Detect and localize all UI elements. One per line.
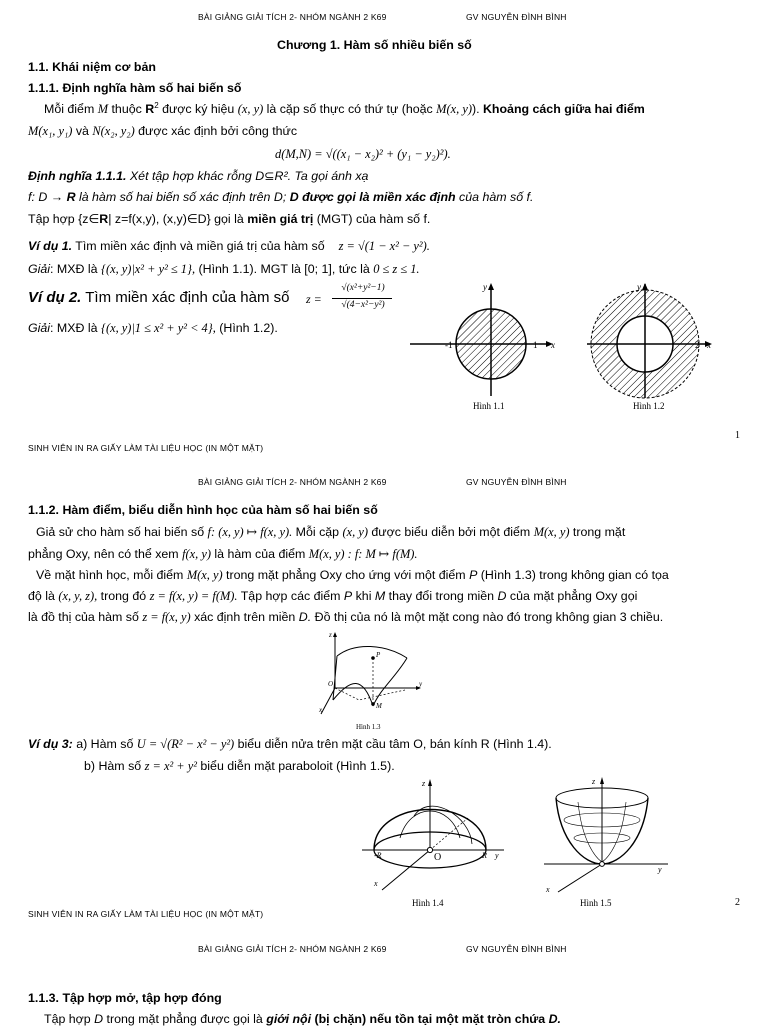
paragraph-line: là đồ thị của hàm số z = f(x, y) xác định trên miền D. Đồ thị của nó là một mặt cong nào đó trong không gian 3 chiều. (28, 610, 664, 624)
axis-label-z: z (329, 631, 332, 639)
axis-label-y: y (637, 282, 641, 292)
figure-1-3 (315, 628, 435, 733)
fraction-lhs: z = (306, 292, 322, 306)
axis-label-y: y (495, 851, 499, 860)
subsection-heading: 1.1.3. Tập hợp mở, tập hợp đóng (28, 991, 222, 1005)
page-header-right: GV NGUYỄN ĐÌNH BÌNH (466, 477, 567, 487)
axis-label-z: z (422, 779, 426, 788)
paragraph-line: Giả sử cho hàm số hai biến số f: (x, y) ↦ f(x, y). Mỗi cặp (x, y) được biểu diễn bởi một điểm M(x, y) trong mặt (36, 525, 626, 539)
origin-label: O (328, 680, 334, 688)
origin-label: O (434, 852, 442, 863)
tick-label: 1 (533, 340, 538, 350)
chapter-title: Chương 1. Hàm số nhiều biến số (277, 38, 472, 52)
paragraph-line: phẳng Oxy, nên có thể xem f(x, y) là hàm của điểm M(x, y) : f: M ↦ f(M). (28, 547, 418, 561)
page-number: 1 (735, 430, 740, 441)
subsection-heading: 1.1.1. Định nghĩa hàm số hai biến số (28, 81, 242, 95)
paragraph-line: độ là (x, y, z), trong đó z = f(x, y) = f(M). Tập hợp các điểm P khi M thay đổi trong miền D của mặt phẳng Oxy gọi (28, 589, 638, 603)
paragraph-line: Tập hợp {z∈R| z=f(x,y), (x,y)∈D} gọi là miền giá trị (MGT) của hàm số f. (28, 212, 431, 226)
axis-label-y: y (419, 680, 423, 688)
distance-formula: d(M,N) = √((x₁ − x₂)² + (y₁ − y₂)²). (275, 147, 451, 161)
axis-label-x: x (374, 879, 378, 888)
page-header-right: GV NGUYỄN ĐÌNH BÌNH (466, 12, 567, 22)
page-header-right: GV NGUYỄN ĐÌNH BÌNH (466, 944, 567, 954)
axis-label-x: x (551, 340, 555, 350)
tick-label: 2 (695, 340, 700, 350)
point-label-M: M (376, 702, 382, 710)
fraction-bar (332, 298, 392, 299)
figure-1-2 (583, 278, 723, 418)
paragraph-line: Mỗi điểm M thuộc $R^2$ được ký hiệu (x, y) là cặp số thực có thứ tự (hoặc M(x, y)). Khoảng cách giữa hai điểm (44, 100, 645, 116)
tick-label: -R (374, 851, 382, 860)
axis-label-x: x (546, 885, 550, 894)
page-header-left: BÀI GIẢNG GIẢI TÍCH 2- NHÓM NGÀNH 2 K69 (198, 477, 387, 487)
figure-caption: Hình 1.4 (412, 898, 444, 908)
axis-label-y: y (658, 865, 662, 874)
figure-caption: Hình 1.2 (633, 401, 665, 411)
tick-label: -1 (445, 340, 453, 350)
example-line: Ví dụ 1. Tìm miền xác định và miền giá trị của hàm số z = √(1 − x² − y²). (28, 239, 430, 253)
figure-1-4 (360, 772, 510, 910)
axis-label-z: z (592, 777, 596, 786)
fraction-numerator: √(x²+y²−1) (341, 283, 385, 293)
page-footer: SINH VIÊN IN RA GIẤY LÀM TÀI LIỆU HỌC (IN MỘT MẶT) (28, 909, 264, 919)
page-footer: SINH VIÊN IN RA GIẤY LÀM TÀI LIỆU HỌC (IN MỘT MẶT) (28, 443, 264, 453)
figure-caption: Hình 1.1 (473, 401, 505, 411)
point-label-P: P (376, 651, 381, 659)
paragraph-line: Tập hợp D trong mặt phẳng được gọi là giới nội (bị chặn) nếu tồn tại một mặt tròn chứa D. (44, 1012, 561, 1026)
figure-1-5 (540, 772, 680, 910)
solution-line: Giải: MXĐ là {(x, y)|1 ≤ x² + y² < 4}, (Hình 1.2). (28, 321, 278, 335)
page-header-left: BÀI GIẢNG GIẢI TÍCH 2- NHÓM NGÀNH 2 K69 (198, 944, 387, 954)
axis-label-x: x (707, 340, 711, 350)
page-number: 2 (735, 897, 740, 908)
solution-line: Giải: MXĐ là {(x, y)|x² + y² ≤ 1}, (Hình 1.1). MGT là [0; 1], tức là 0 ≤ z ≤ 1. (28, 262, 420, 276)
subsection-heading: 1.1.2. Hàm điểm, biểu diễn hình học của hàm số hai biến số (28, 503, 378, 517)
axis-label-x: x (319, 706, 323, 714)
paragraph-line: M(x₁, y₁) và N(x₂, y₂) được xác định bởi công thức (28, 124, 298, 138)
section-heading: 1.1. Khái niệm cơ bản (28, 60, 156, 74)
tick-label: R (482, 851, 487, 860)
axis-label-y: y (483, 282, 487, 292)
figure-1-1 (405, 278, 580, 418)
example-line: Ví dụ 2. Tìm miền xác định của hàm số (28, 289, 290, 306)
example-line: Ví dụ 3: a) Hàm số U = √(R² − x² − y²) biểu diễn nửa trên mặt cầu tâm O, bán kính R (Hình 1.4). (28, 737, 552, 751)
page-header-left: BÀI GIẢNG GIẢI TÍCH 2- NHÓM NGÀNH 2 K69 (198, 12, 387, 22)
figure-caption: Hình 1.3 (356, 723, 381, 731)
example-line: b) Hàm số z = x² + y² biểu diễn mặt paraboloit (Hình 1.5). (84, 759, 395, 773)
definition-line: f: D → R là hàm số hai biến số xác định trên D; D được gọi là miền xác định của hàm số f. (28, 190, 534, 204)
fraction-denominator: √(4−x²−y²) (341, 300, 385, 310)
definition-line: Định nghĩa 1.1.1. Xét tập hợp khác rỗng D⊆R². Ta gọi ánh xạ (28, 169, 369, 183)
figure-caption: Hình 1.5 (580, 898, 612, 908)
paragraph-line: Về mặt hình học, mỗi điểm M(x, y) trong mặt phẳng Oxy cho ứng với một điểm P (Hình 1.3) trong không gian có tọa (36, 568, 669, 582)
